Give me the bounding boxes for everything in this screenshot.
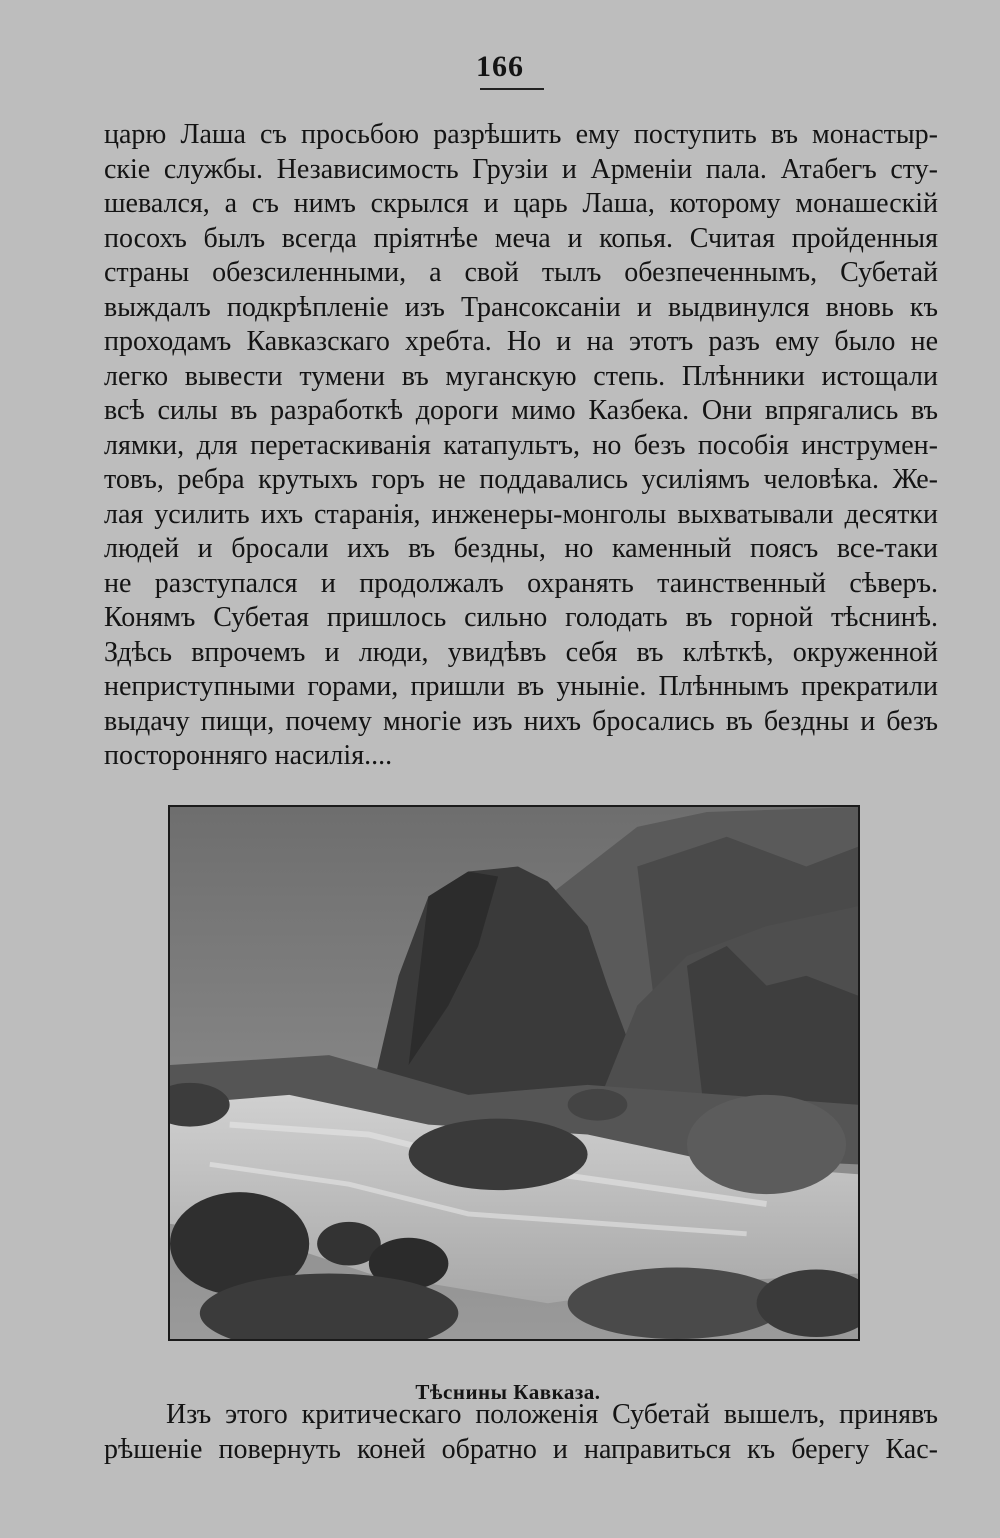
- page-number-underline: [480, 88, 544, 90]
- second-paragraph: [104, 1398, 938, 1467]
- gorge-illustration: [170, 807, 858, 1339]
- text-line: всѣ силы въ разработкѣ дороги мимо Казбека. Они впрягались въ: [104, 395, 938, 426]
- text-line: товъ, ребра крутыхъ горъ не поддавались усиліямъ человѣка. Же-: [104, 464, 938, 495]
- text-line: лямки, для перетаскиванія катапультъ, но безъ пособія инструмен-: [104, 429, 938, 461]
- page-number: 166: [476, 50, 524, 83]
- text-line: Здѣсь впрочемъ и люди, увидѣвъ себя въ клѣткѣ, окруженной: [104, 636, 938, 668]
- text-line: выждалъ подкрѣпленіе изъ Трансоксаніи и выдвинулся вновь къ: [104, 291, 938, 323]
- text-line: легко вывести тумени въ муганскую степь. Плѣнники истощали: [104, 360, 938, 392]
- figure-caption: Тѣснины Кавказа.: [415, 1380, 601, 1404]
- main-paragraph: [104, 118, 938, 774]
- text-line: выдачу пищи, почему многіе изъ нихъ бросались въ бездны и безъ: [104, 705, 938, 737]
- text-line: лая усилить ихъ старанія, инженеры-монголы выхватывали десятки: [104, 498, 938, 530]
- text-line: посторонняго насилія....: [104, 740, 393, 771]
- text-line: Конямъ Субетая пришлось сильно голодать въ горной тѣснинѣ.: [104, 602, 938, 633]
- text-line: неприступными горами, пришли въ уныніе. Плѣннымъ прекратили: [104, 671, 938, 702]
- text-line: скіе службы. Независимость Грузіи и Арменіи пала. Атабегъ сту-: [104, 153, 938, 185]
- text-line: посохъ былъ всегда пріятнѣе меча и копья. Считая пройденныя: [104, 222, 938, 254]
- text-line: проходамъ Кавказскаго хребта. Но и на этотъ разъ ему было не: [104, 326, 938, 357]
- text-line: рѣшеніе повернуть коней обратно и направиться къ берегу Кас-: [104, 1433, 938, 1465]
- text-line: людей и бросали ихъ въ бездны, но каменный поясъ все-таки: [104, 533, 938, 564]
- text-line: Изъ этого критическаго положенія Субетай вышелъ, принявъ: [166, 1399, 938, 1430]
- text-line: страны обезсиленными, а свой тылъ обезпеченнымъ, Субетай: [104, 257, 938, 288]
- text-line: шевался, а съ нимъ скрылся и царь Лаша, которому монашескій: [104, 188, 938, 219]
- text-line: царю Лаша съ просьбою разрѣшить ему поступить въ монастыр-: [104, 119, 938, 150]
- text-line: не разступался и продолжалъ охранять таинственный сѣверъ.: [104, 567, 938, 599]
- mountain-gorge-photo: [168, 805, 860, 1341]
